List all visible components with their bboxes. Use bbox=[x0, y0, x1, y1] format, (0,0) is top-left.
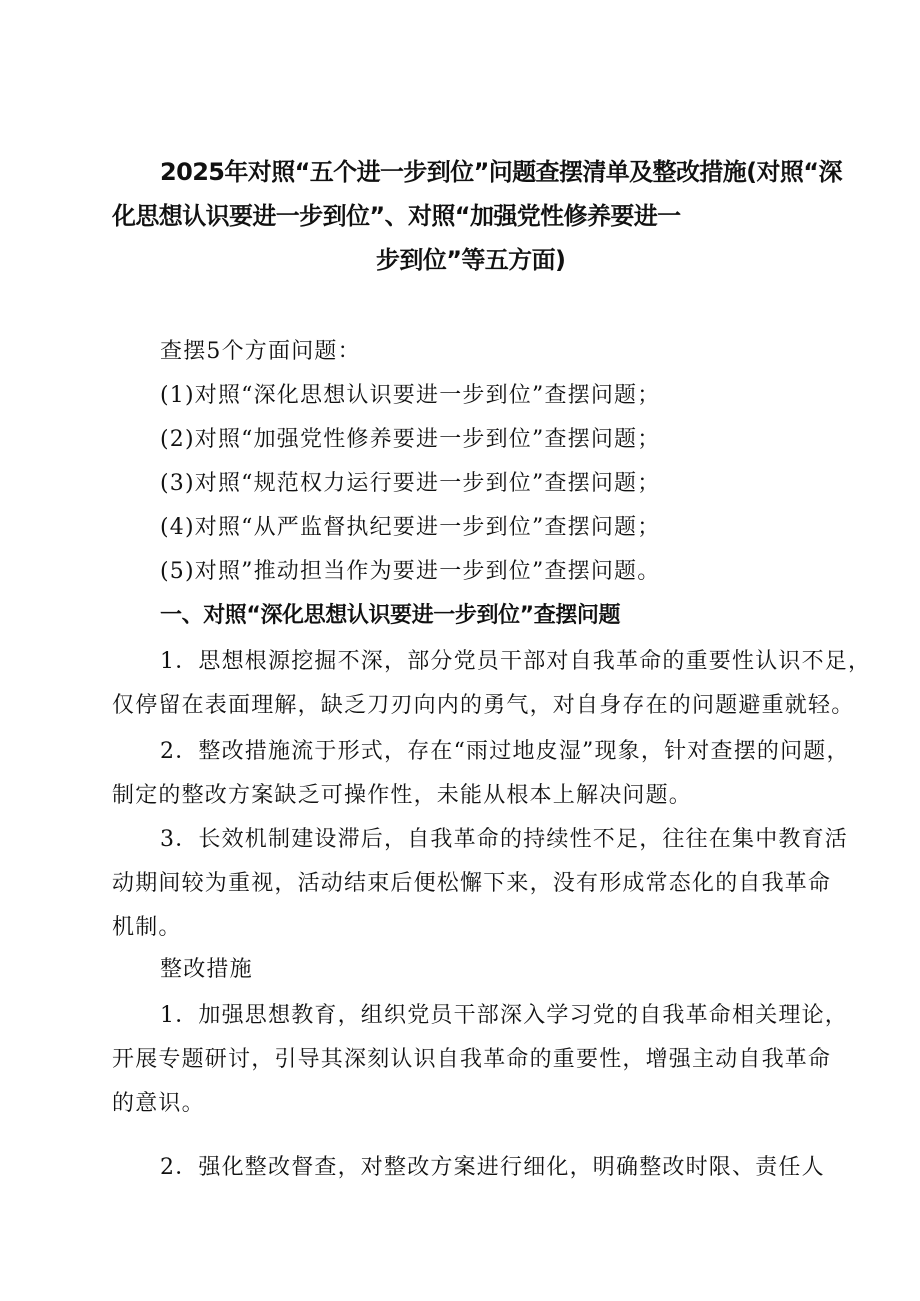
measure-1-line-1: 1．加强思想教育，组织党员干部深入学习党的自我革命相关理论， bbox=[160, 1003, 848, 1028]
list-item: (1)对照“深化思想认识要进一步到位”查摆问题； bbox=[160, 383, 661, 408]
list-item: (5)对照”推动担当作为要进一步到位”查摆问题。 bbox=[160, 559, 661, 584]
list-item: (4)对照“从严监督执纪要进一步到位”查摆问题； bbox=[160, 515, 661, 540]
problem-3-line-2: 动期间较为重视，活动结束后便松懈下来，没有形成常态化的自我革命 bbox=[112, 871, 832, 896]
list-item: (2)对照“加强党性修养要进一步到位”查摆问题； bbox=[160, 427, 661, 452]
document-title-line-1: 2025年对照“五个进一步到位”问题查摆清单及整改措施(对照“深 bbox=[160, 158, 842, 186]
measure-1-line-3: 的意识。 bbox=[112, 1091, 205, 1116]
problem-2-line-1: 2．整改措施流于形式，存在“雨过地皮湿”现象，针对查摆的问题， bbox=[160, 739, 850, 764]
problem-3-line-3: 机制。 bbox=[112, 915, 182, 940]
list-item: (3)对照“规范权力运行要进一步到位”查摆问题； bbox=[160, 471, 661, 496]
problem-2-line-2: 制定的整改方案缺乏可操作性，未能从根本上解决问题。 bbox=[112, 783, 693, 808]
document-title-line-2: 化思想认识要进一步到位”、对照“加强党性修养要进一 bbox=[112, 202, 681, 230]
problem-1-line-1: 1．思想根源挖掘不深，部分党员干部对自我革命的重要性认识不足， bbox=[160, 649, 872, 674]
measures-heading: 整改措施 bbox=[160, 957, 253, 982]
intro-text: 查摆5个方面问题： bbox=[160, 339, 361, 364]
document-title-line-3: 步到位”等五方面) bbox=[376, 246, 566, 274]
section-heading: 一、对照“深化思想认识要进一步到位”查摆问题 bbox=[160, 603, 621, 628]
measure-1-line-2: 开展专题研讨，引导其深刻认识自我革命的重要性，增强主动自我革命 bbox=[112, 1047, 832, 1072]
problem-3-line-1: 3．长效机制建设滞后，自我革命的持续性不足，往往在集中教育活 bbox=[160, 827, 848, 852]
problem-1-line-2: 仅停留在表面理解，缺乏刀刃向内的勇气，对自身存在的问题避重就轻。 bbox=[112, 693, 855, 718]
measure-2-line-1: 2．强化整改督查，对整改方案进行细化，明确整改时限、责任人 bbox=[160, 1155, 825, 1180]
